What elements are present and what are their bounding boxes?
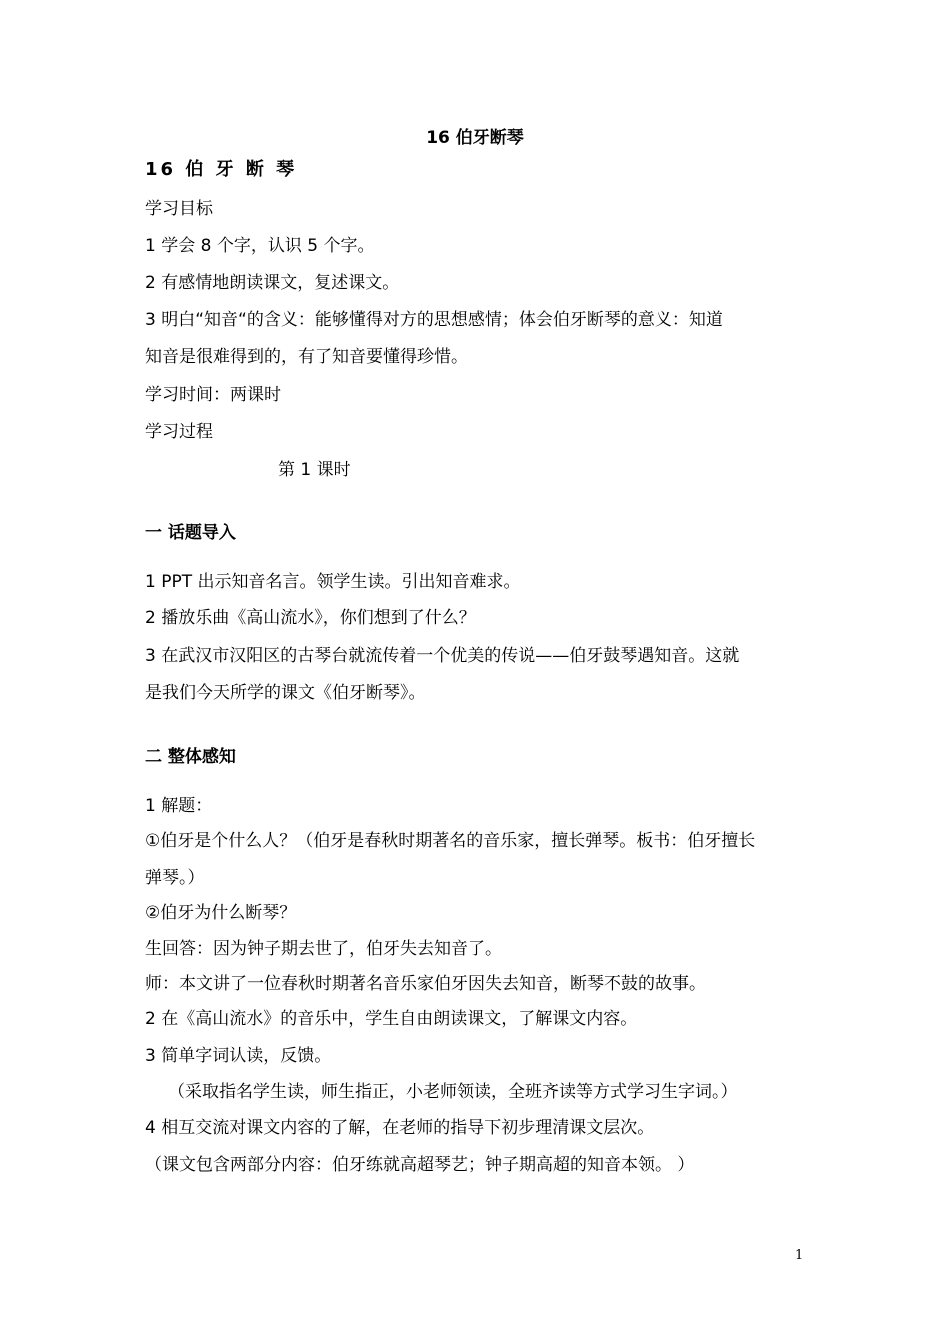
question-1-line-2: 弹琴。） [145,868,205,888]
question-2: ②伯牙为什么断琴？ [145,903,297,923]
question-1-line-1: ①伯牙是个什么人？（伯牙是春秋时期著名的音乐家，擅长弹琴。板书：伯牙擅长 [145,831,756,851]
goal-1: 1 学会 8 个字，认识 5 个字。 [145,236,375,256]
section-2-item-3: 3 简单字词认读，反馈。 [145,1046,332,1066]
lesson-1-label: 第 1 课时 [278,460,351,480]
section-2-heading: 二 整体感知 [145,747,236,767]
goal-3-line-2: 知音是很难得到的，有了知音要懂得珍惜。 [145,347,468,367]
section-1-item-1: 1 PPT 出示知音名言。领学生读。引出知音难求。 [145,572,521,592]
section-1-item-2: 2 播放乐曲《高山流水》，你们想到了什么？ [145,608,476,628]
section-1-item-3-line-2: 是我们今天所学的课文《伯牙断琴》。 [145,683,426,703]
study-time: 学习时间：两课时 [145,385,281,405]
lesson-subtitle: 16 伯 牙 断 琴 [145,159,298,180]
document-title: 16 伯牙断琴 [426,128,524,148]
page-number: 1 [795,1248,804,1263]
teacher-summary: 师：本文讲了一位春秋时期著名音乐家伯牙因失去知音，断琴不鼓的故事。 [145,974,706,994]
section-2-item-1: 1 解题： [145,796,213,816]
student-answer: 生回答：因为钟子期去世了，伯牙失去知音了。 [145,939,502,959]
section-2-item-3-note: （采取指名学生读，师生指正，小老师领读，全班齐读等方式学习生字词。） [168,1082,738,1102]
goal-3-line-1: 3 明白“知音“的含义：能够懂得对方的思想感情；体会伯牙断琴的意义：知道 [145,310,723,330]
goals-heading: 学习目标 [145,199,213,219]
process-heading: 学习过程 [145,422,213,442]
goal-2: 2 有感情地朗读课文，复述课文。 [145,273,400,293]
section-1-heading: 一 话题导入 [145,523,236,543]
section-1-item-3-line-1: 3 在武汉市汉阳区的古琴台就流传着一个优美的传说——伯牙鼓琴遇知音。这就 [145,646,740,666]
section-2-item-4-note: （课文包含两部分内容：伯牙练就高超琴艺；钟子期高超的知音本领。 ） [145,1155,695,1175]
section-2-item-4: 4 相互交流对课文内容的了解，在老师的指导下初步理清课文层次。 [145,1118,655,1138]
section-2-item-2: 2 在《高山流水》的音乐中，学生自由朗读课文，了解课文内容。 [145,1009,638,1029]
